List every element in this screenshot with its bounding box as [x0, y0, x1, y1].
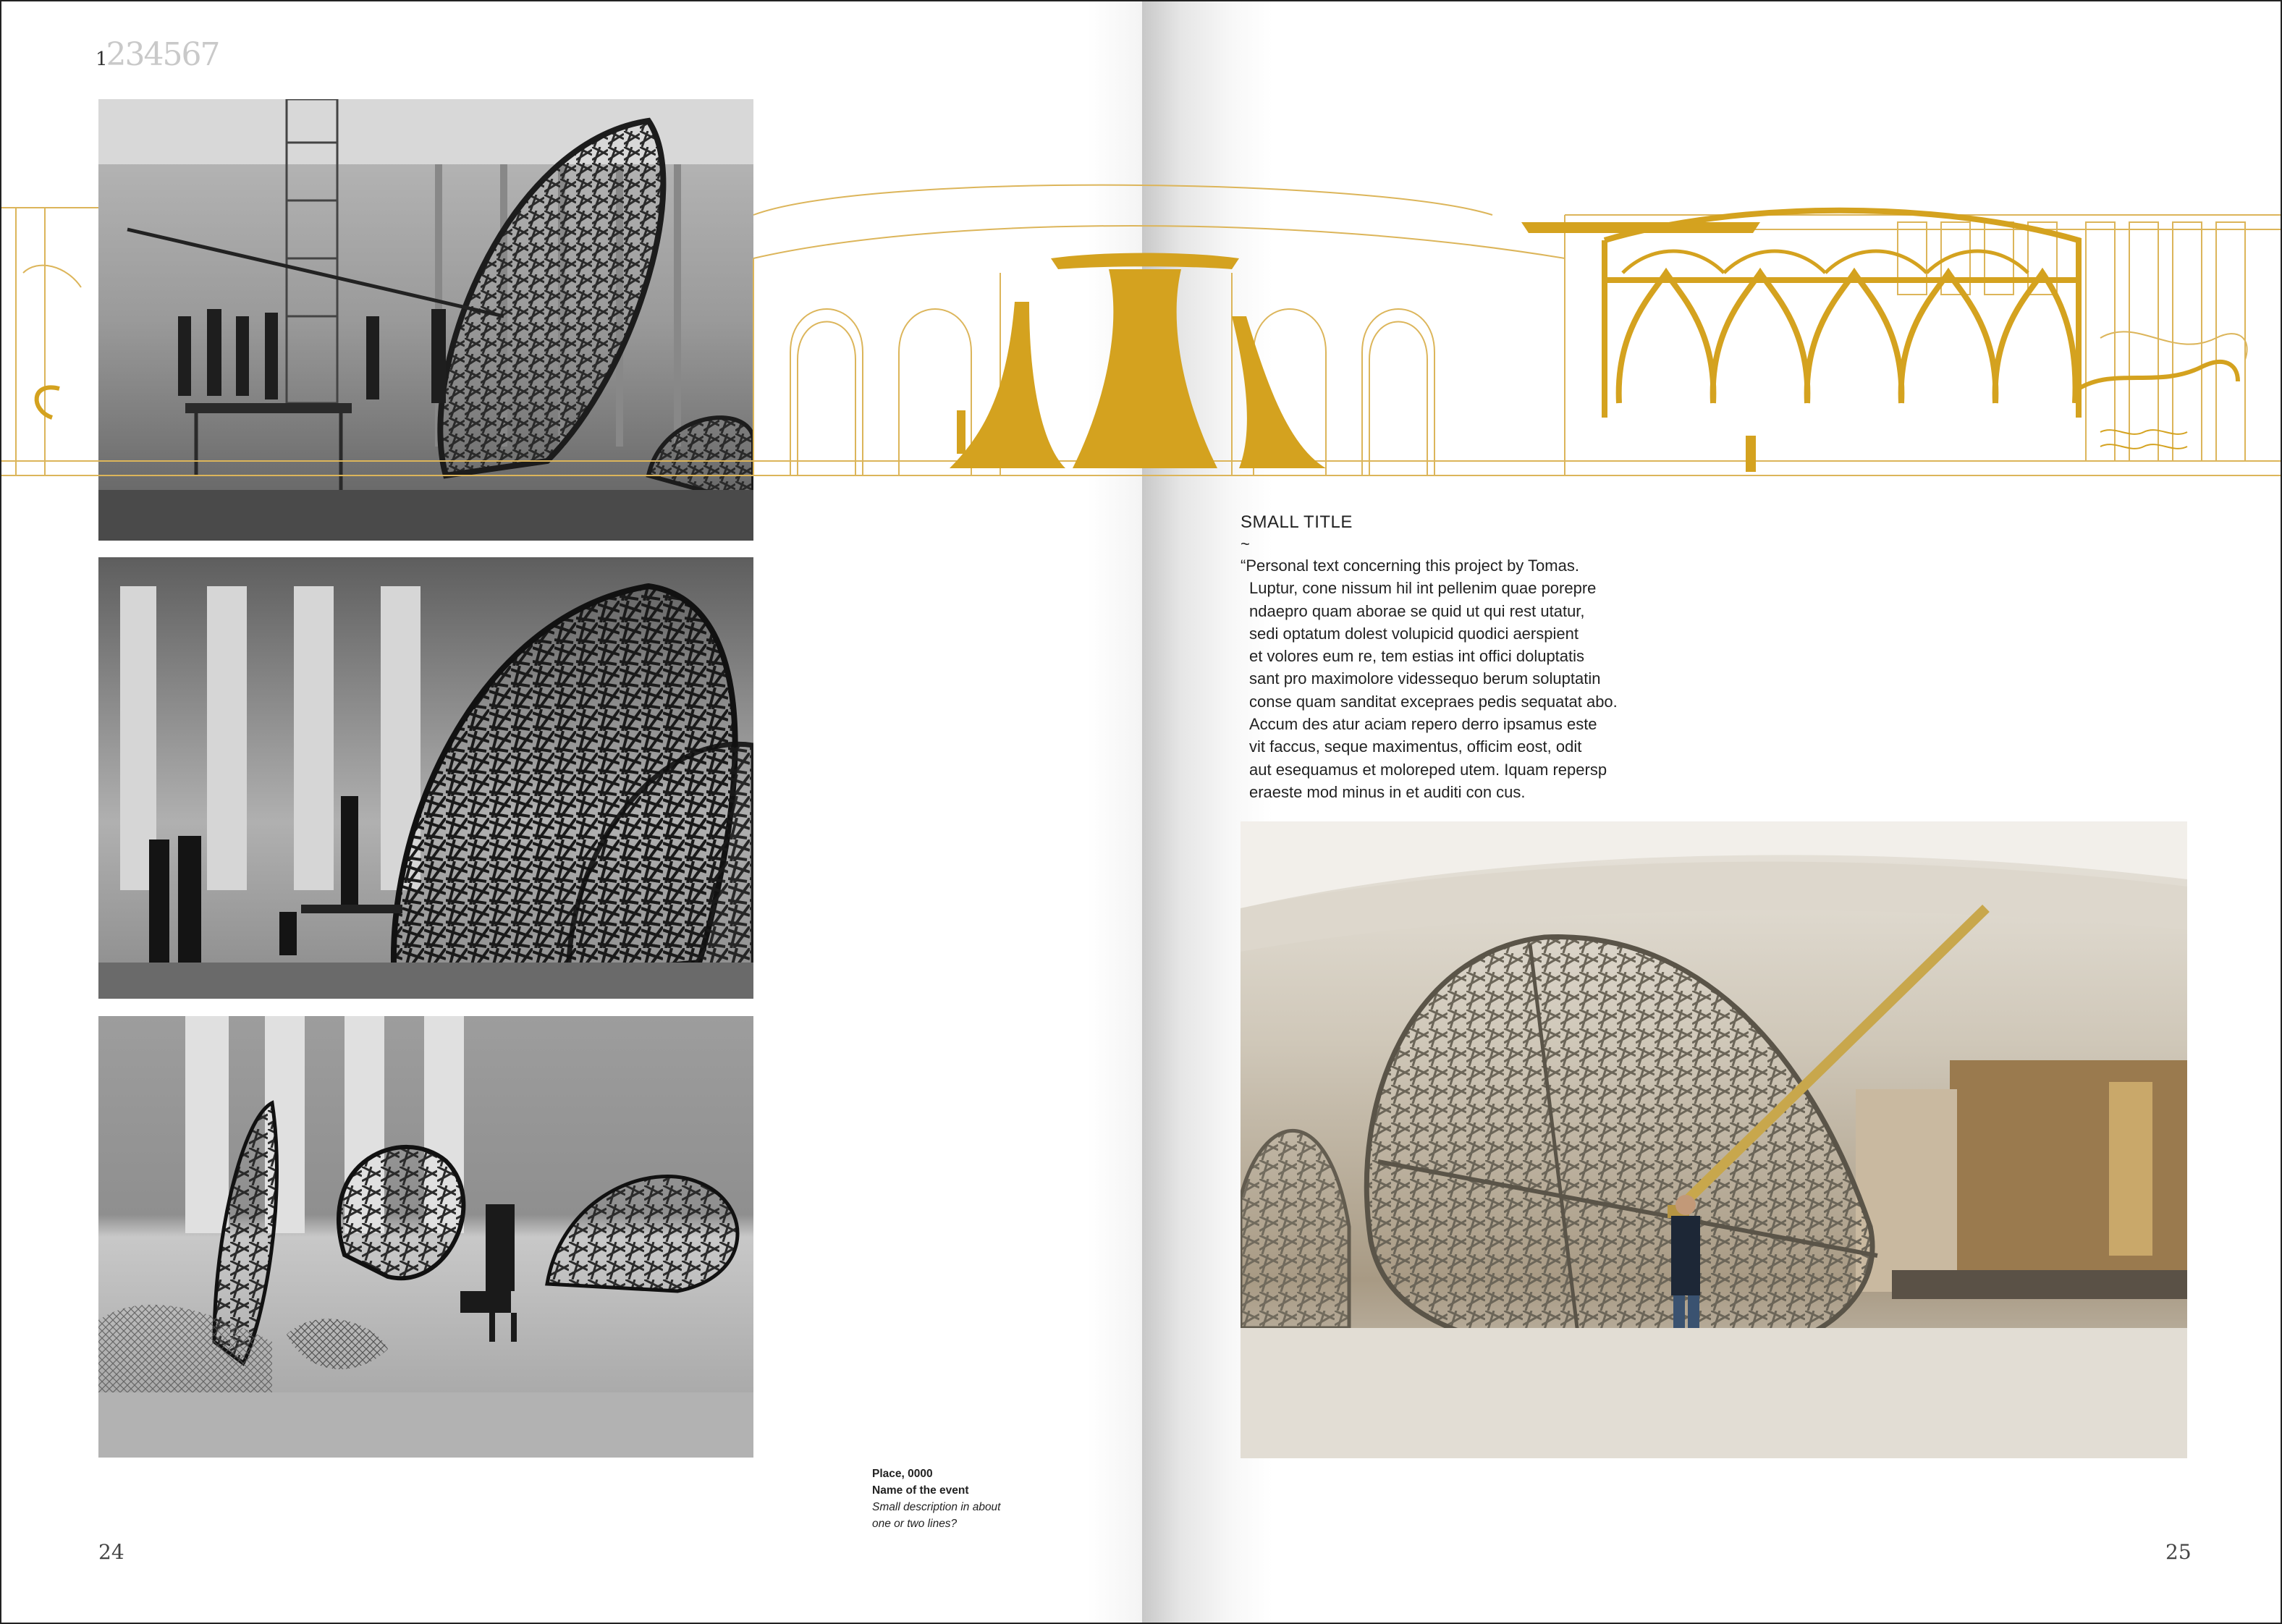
caption-event: Name of the event [872, 1484, 969, 1497]
project-body-text [1241, 554, 1646, 803]
caption-description: Small description in about [872, 1501, 1001, 1513]
architectural-elevation-drawing [1, 172, 2282, 490]
project-text-block [1241, 512, 1646, 803]
body-line: ndaepro quam aborae se quid ut qui rest utatur, [1249, 601, 1585, 620]
body-line: aut esequamus et moloreped utem. Iquam repersp [1249, 760, 1607, 779]
body-line: vit faccus, seque maximentus, officim eost, odit [1249, 737, 1582, 756]
body-line: Luptur, cone nissum hil int pellenim quae porepre [1249, 579, 1597, 598]
body-line: conse quam sanditat excepraes pedis sequatat abo. [1249, 692, 1618, 711]
body-line: Accum des atur aciam repero derro ipsamus este [1249, 715, 1597, 734]
construction-photo-3 [98, 1016, 753, 1458]
small-title: SMALL TITLE [1241, 512, 1353, 532]
body-line: sedi optatum dolest volupicid quodici aerspient [1249, 624, 1579, 643]
body-line: “Personal text concerning this project by Tomas. [1241, 557, 1579, 575]
photo-caption [872, 1466, 1001, 1532]
caption-place: Place, 0000 [872, 1468, 933, 1480]
body-line: eraeste mod minus in et auditi con cus. [1249, 782, 1526, 801]
caption-description: one or two lines? [872, 1518, 958, 1530]
construction-photo-color [1241, 821, 2187, 1458]
chapter-rest: 234567 [106, 36, 219, 73]
chapter-active: 1 [96, 48, 106, 70]
page-number-left: 24 [98, 1540, 124, 1564]
page-number-right: 25 [2165, 1540, 2192, 1564]
title-separator: ~ [1241, 535, 1250, 553]
body-line: et volores eum re, tem estias int offici doluptatis [1249, 647, 1585, 666]
body-line: sant pro maximolore videssequo berum soluptatin [1249, 669, 1601, 688]
construction-photo-2 [98, 557, 753, 999]
chapter-navigation [96, 36, 219, 73]
